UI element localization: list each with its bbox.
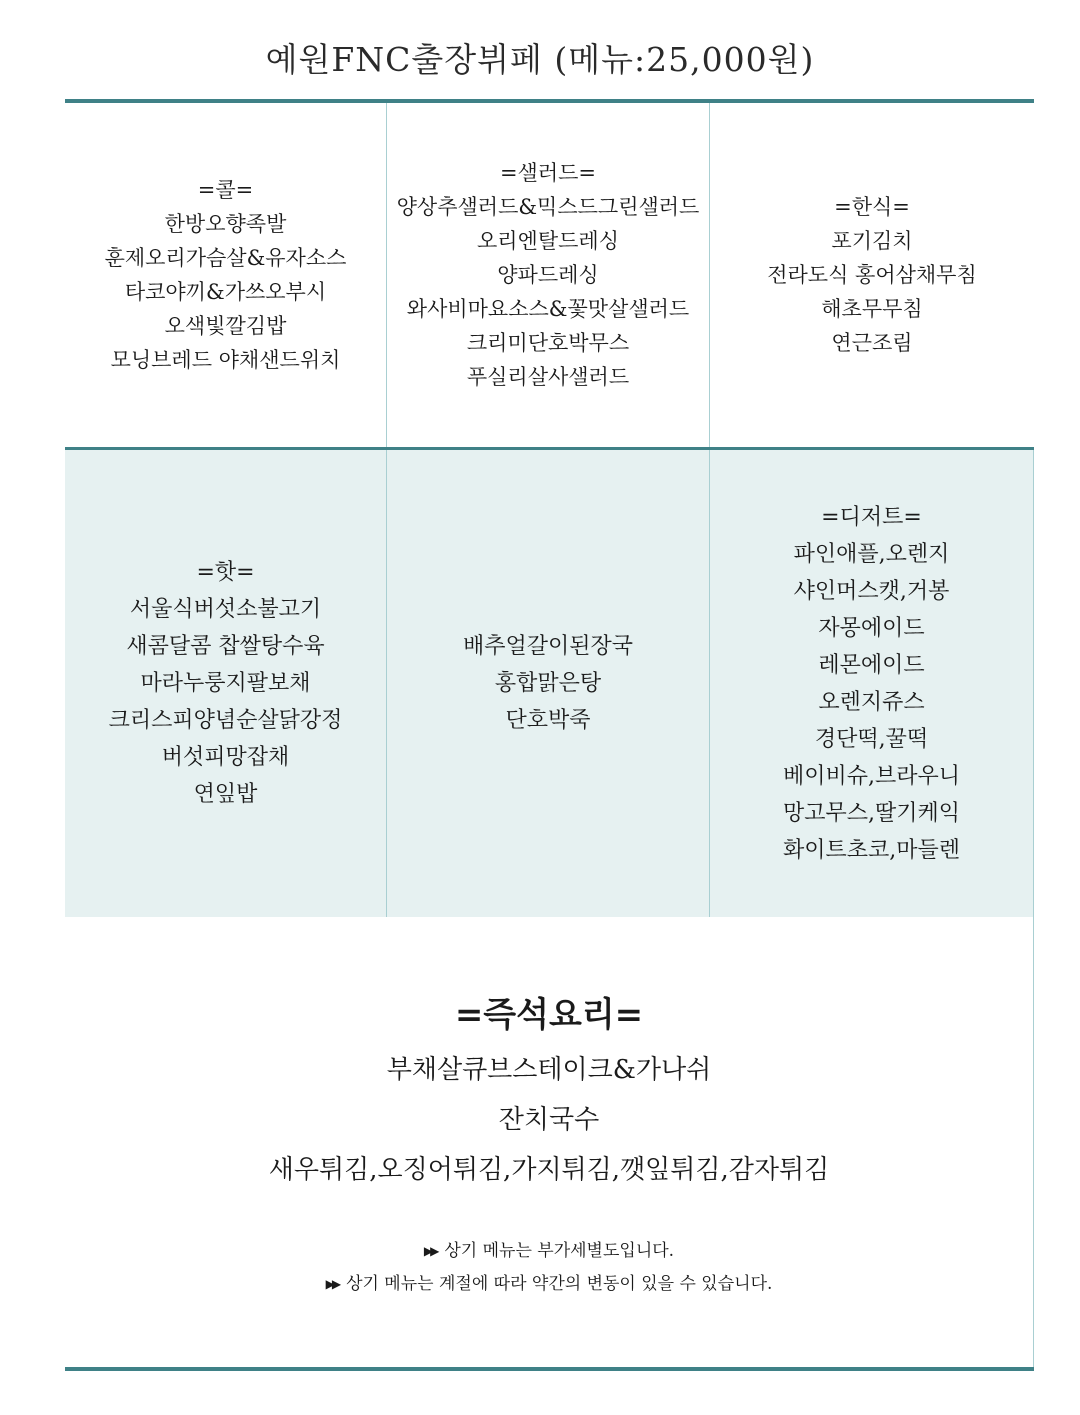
menu-item: 마라누룽지팔보채 (140, 671, 311, 696)
menu-item: 잔치국수 (498, 1105, 600, 1135)
notes-list (65, 1235, 1033, 1301)
soup-list (463, 628, 633, 739)
menu-item: 타코야끼&가쓰오부시 (124, 280, 327, 304)
double-arrow-icon: ▶▶ (325, 1277, 339, 1291)
menu-item: 전라도식 홍어삼채무침 (767, 263, 977, 287)
menu-item: 오색빛깔김밥 (164, 314, 287, 338)
dessert-list (783, 499, 960, 869)
note-text: 상기 메뉴는 부가세별도입니다. (444, 1241, 675, 1261)
menu-item: 양상추샐러드&믹스드그린샐러드 (396, 195, 700, 219)
menu-item: 모닝브레드 야채샌드위치 (110, 348, 341, 372)
note (65, 1235, 1033, 1268)
menu-item: 부채살큐브스테이크&가나쉬 (386, 1055, 712, 1085)
double-arrow-icon: ▶▶ (423, 1244, 437, 1258)
soup-section (387, 450, 710, 917)
menu-item: 새우튀김,오징어튀김,가지튀김,깻잎튀김,감자튀김 (268, 1155, 830, 1185)
dessert-section (710, 450, 1034, 917)
menu-row-2 (65, 450, 1034, 917)
menu-item: 크리미단호박무스 (466, 331, 630, 355)
live-cooking-section (65, 917, 1034, 1367)
cold-list (105, 173, 347, 377)
note (65, 1268, 1033, 1301)
cold-section (65, 103, 387, 447)
menu-item: 서울식버섯소불고기 (129, 597, 322, 622)
menu-item: 단호박죽 (505, 708, 591, 733)
menu-item: 베이비슈,브라우니 (782, 763, 960, 789)
salad-list (397, 156, 700, 394)
menu-item: 양파드레싱 (497, 263, 599, 287)
menu-item: 경단떡,꿀떡 (814, 726, 929, 752)
menu-item: 푸실리살사샐러드 (466, 365, 630, 389)
menu-item: 훈제오리가슴살&유자소스 (104, 246, 347, 270)
menu-item: 와사비마요소스&꽃맛살샐러드 (406, 297, 690, 321)
section-heading: =한식= (834, 195, 910, 219)
menu-item: 화이트초코,마들렌 (782, 837, 960, 863)
menu-item: 연잎밥 (193, 782, 258, 807)
menu-row-1 (65, 103, 1034, 447)
menu-item: 오리엔탈드레싱 (476, 229, 619, 253)
hot-section (65, 450, 387, 917)
menu-item: 자몽에이드 (818, 615, 925, 641)
section-heading: =샐러드= (499, 161, 597, 185)
korean-section (710, 103, 1034, 447)
menu-item: 오렌지쥬스 (818, 689, 925, 715)
menu-item: 포기김치 (831, 229, 913, 253)
menu-item: 연근조림 (831, 331, 913, 355)
menu-item: 버섯피망잡채 (161, 745, 290, 770)
menu-item: 크리스피양념순살닭강정 (108, 708, 343, 733)
section-heading: =핫= (196, 560, 255, 585)
section-heading: =디저트= (821, 504, 922, 530)
menu-item: 새콤달콤 찹쌀탕수육 (126, 634, 325, 659)
menu-item: 망고무스,딸기케익 (782, 800, 960, 826)
menu-item: 샤인머스캣,거봉 (793, 578, 950, 604)
bottom-rule (65, 1367, 1034, 1371)
menu-item: 파인애플,오렌지 (793, 541, 950, 567)
menu-item: 배추얼갈이된장국 (462, 634, 634, 659)
menu-item: 한방오향족발 (164, 212, 287, 236)
menu-item: 해초무무침 (821, 297, 923, 321)
korean-list (767, 190, 977, 360)
menu-item: 레몬에이드 (818, 652, 925, 678)
section-heading: =콜= (197, 178, 254, 202)
menu-item: 홍합맑은탕 (494, 671, 602, 696)
section-heading: =즉석요리= (454, 995, 644, 1035)
note-text: 상기 메뉴는 계절에 따라 약간의 변동이 있을 수 있습니다. (346, 1274, 773, 1294)
live-cooking-list (65, 1045, 1033, 1195)
page-title: 예원FNC출장뷔페 (메뉴:25,000원) (265, 40, 815, 79)
salad-section (387, 103, 710, 447)
hot-list (109, 554, 343, 813)
